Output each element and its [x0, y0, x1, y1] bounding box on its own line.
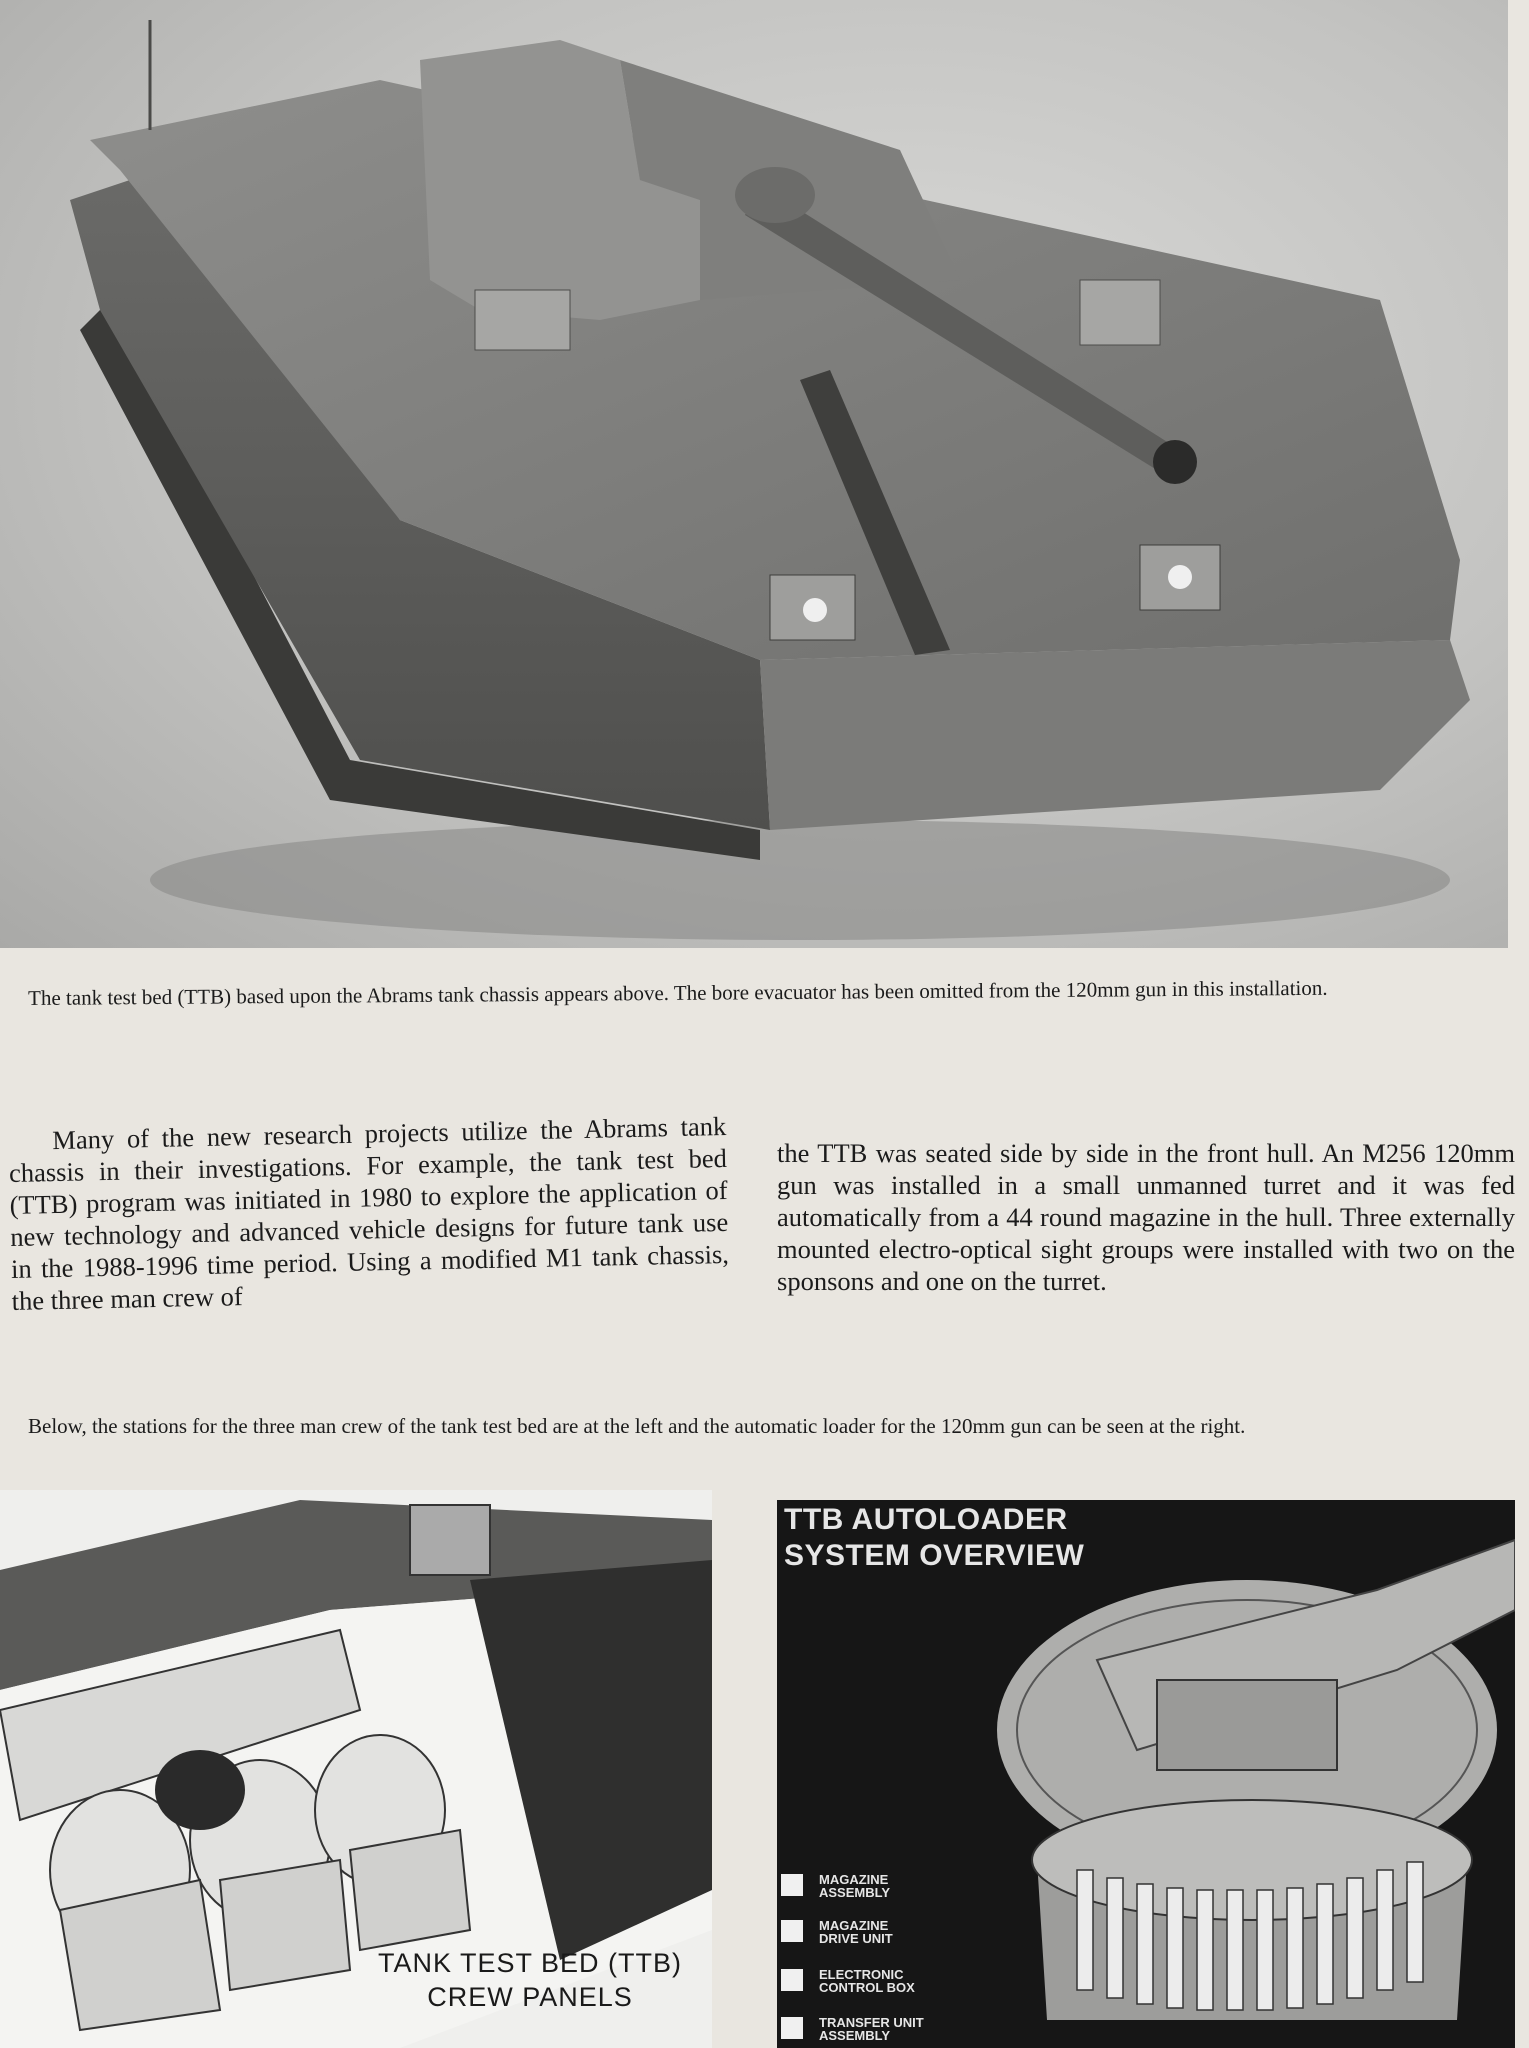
- autoloader-illustration: [777, 1500, 1515, 2048]
- legend-text-line1: ELECTRONIC: [819, 1967, 904, 1982]
- autoloader-title-line2: SYSTEM OVERVIEW: [784, 1539, 1085, 1572]
- crew-panels-label-line2: CREW PANELS: [427, 1982, 633, 2012]
- legend-text-line2: DRIVE UNIT: [819, 1931, 893, 1946]
- autoloader-drawing: [777, 1500, 1515, 2048]
- legend-swatch: [781, 1969, 803, 1991]
- legend-text-line1: MAGAZINE: [819, 1872, 889, 1887]
- legend-text-line1: MAGAZINE: [819, 1918, 889, 1933]
- legend-text-line1: TRANSFER UNIT: [819, 2015, 924, 2030]
- legend-swatch: [781, 2017, 803, 2039]
- legend-text-line2: CONTROL BOX: [819, 1980, 915, 1995]
- legend-text-line2: ASSEMBLY: [819, 1885, 891, 1900]
- top-photo-caption: The tank test bed (TTB) based upon the Abrams tank chassis appears above. The bore evacuator has been omitted from the 120mm gun in this installation.: [28, 975, 1328, 1010]
- bottom-illustrations-caption: Below, the stations for the three man crew of the tank test bed are at the left and the automatic loader for the 120mm gun can be seen at the right.: [28, 1414, 1246, 1438]
- crew-panels-label: [350, 1946, 710, 2014]
- crew-panels-label-line1: TANK TEST BED (TTB): [377, 1948, 683, 1978]
- tank-test-bed-photo: [0, 0, 1508, 948]
- legend-swatch: [781, 1874, 803, 1896]
- tank-photo-drawing: [0, 0, 1508, 948]
- autoloader-title-line1: TTB AUTOLOADER: [784, 1503, 1068, 1536]
- body-text-right-column: the TTB was seated side by side in the front hull. An M256 120mm gun was installed in a small unmanned turret and it was fed automatically from a 44 round magazine in the hull. Three externally mounted electro-optical sight groups were installed with two on the sponsons and one on the turret.: [777, 1138, 1515, 1296]
- autoloader-title: [784, 1502, 1084, 1574]
- legend-text-line2: ASSEMBLY: [819, 2028, 891, 2043]
- legend-swatch: [781, 1920, 803, 1942]
- body-text-left-column: Many of the new research projects utilize the Abrams tank chassis in their investigations. For example, the tank test bed (TTB) program was initiated in 1980 to explore the application of new technology and advanced vehicle designs for future tank use in the 1988-1996 time period. Using a modified M1 tank chassis, the three man crew of: [8, 1110, 730, 1316]
